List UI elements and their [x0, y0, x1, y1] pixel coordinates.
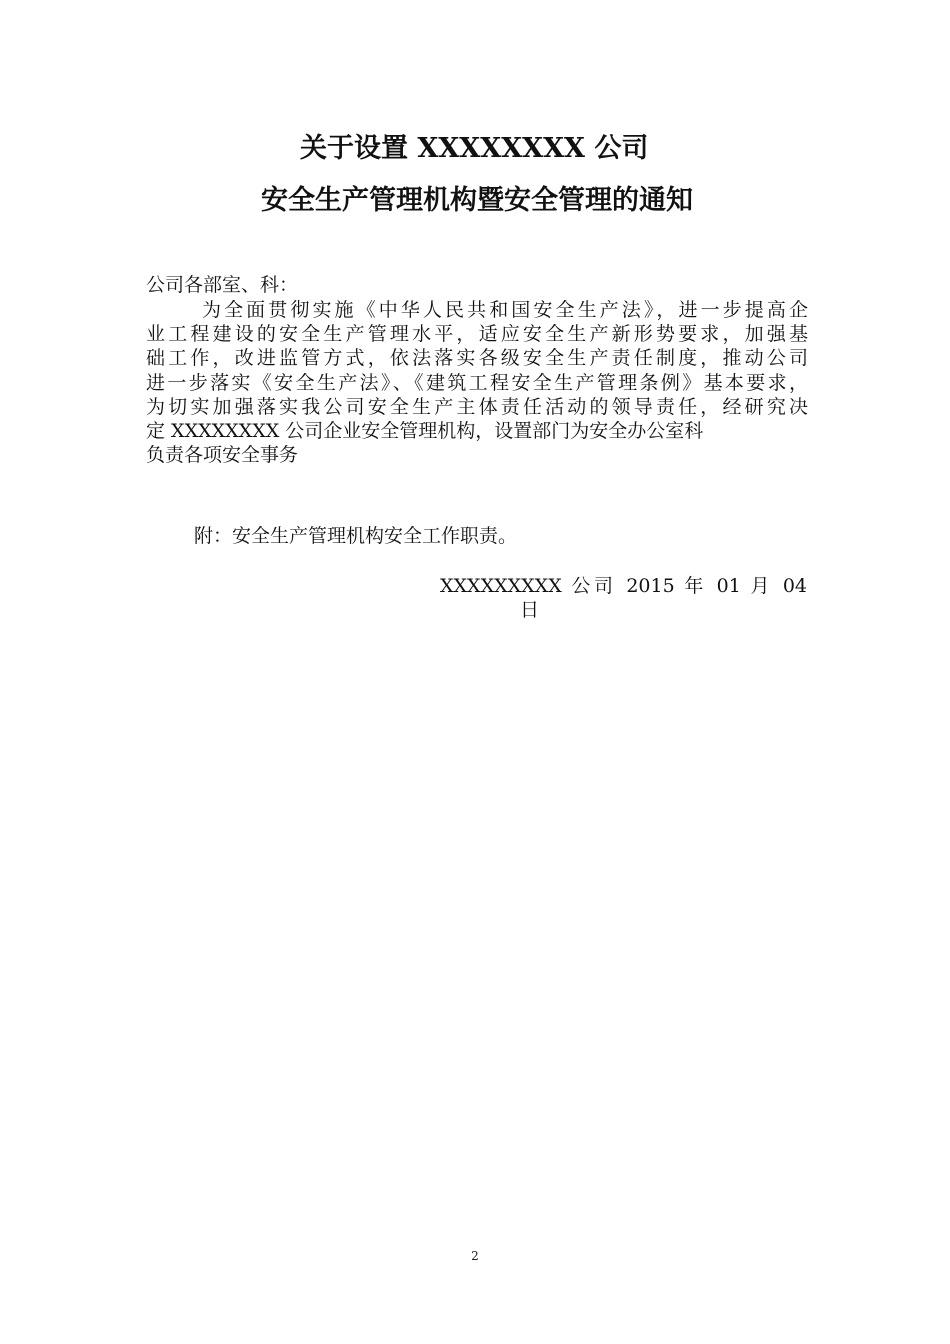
body-line-3: 础工作，改进监管方式，依法落实各级安全生产责任制度，推动公司 — [146, 347, 808, 370]
body-line-5: 为切实加强落实我公司安全生产主体责任活动的领导责任，经研究决 — [146, 395, 808, 418]
body-line-6: 定 XXXXXXXX 公司企业安全管理机构，设置部门为安全办公室科 — [146, 419, 704, 442]
body-line-1: 为全面贯彻实施《中华人民共和国安全生产法》，进一步提高企 — [202, 299, 808, 321]
document-title-line-1: 关于设置 XXXXXXXX 公司 — [300, 133, 649, 164]
body-line-2: 业工程建设的安全生产管理水平，适应安全生产新形势要求，加强基 — [146, 323, 808, 346]
signature-line: XXXXXXXXX 公司 2015 年 01 月 04 — [440, 575, 807, 597]
body-line-7: 负责各项安全事务 — [146, 444, 299, 467]
salutation: 公司各部室、科： — [146, 274, 299, 296]
body-paragraph — [146, 298, 808, 467]
attachment-note: 附：安全生产管理机构安全工作职责。 — [194, 525, 518, 547]
signature-line-day: 日 — [520, 599, 540, 621]
body-line-4: 进一步落实《安全生产法》、《建筑工程安全生产管理条例》基本要求， — [146, 371, 808, 394]
page-number: 2 — [471, 1249, 479, 1263]
document-title-line-2: 安全生产管理机构暨安全管理的通知 — [261, 185, 693, 216]
